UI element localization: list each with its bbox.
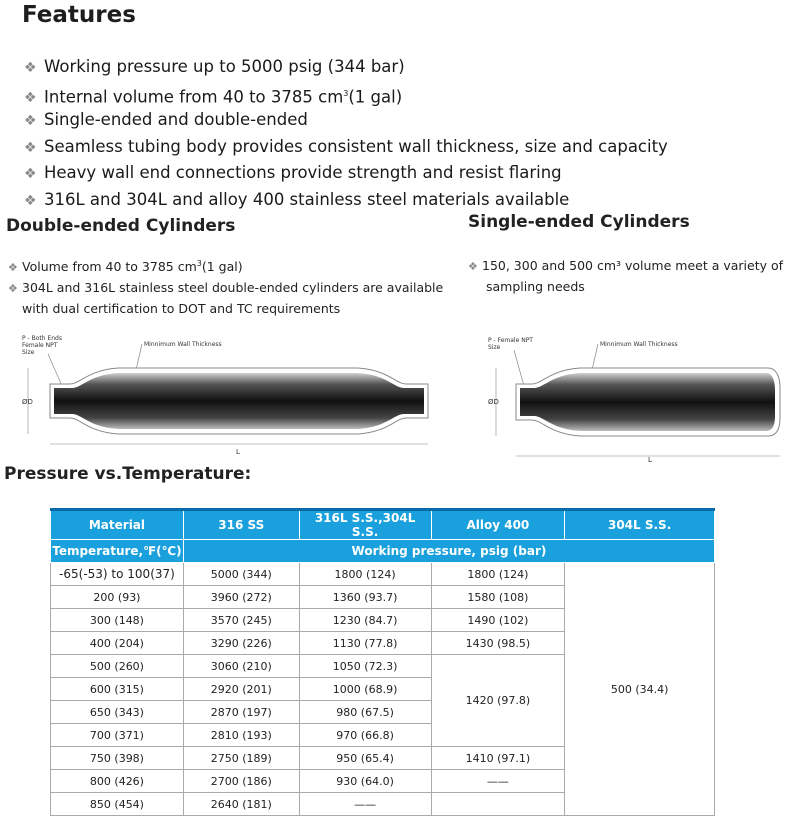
table-cell: 2810 (193) bbox=[183, 724, 299, 747]
table-cell bbox=[431, 793, 565, 816]
column-header: Material bbox=[51, 510, 184, 540]
table-cell: 1050 (72.3) bbox=[299, 655, 431, 678]
table-cell: 400 (204) bbox=[51, 632, 184, 655]
table-cell: 3290 (226) bbox=[183, 632, 299, 655]
table-cell: -65(-53) to 100(37) bbox=[51, 563, 184, 586]
double-ended-cylinder-diagram bbox=[18, 326, 458, 466]
diamond-bullet-icon: ❖ bbox=[8, 261, 18, 275]
table-cell: 2750 (189) bbox=[183, 747, 299, 770]
list-item: ❖ 304L and 316L stainless steel double-ended cylinders are available bbox=[8, 278, 443, 299]
table-cell: 1410 (97.1) bbox=[431, 747, 565, 770]
table-cell: 2700 (186) bbox=[183, 770, 299, 793]
table-cell: 700 (371) bbox=[51, 724, 184, 747]
table-cell: 750 (398) bbox=[51, 747, 184, 770]
page-title: Features bbox=[22, 2, 136, 28]
port-label: Size bbox=[488, 344, 501, 351]
table-cell: 2640 (181) bbox=[183, 793, 299, 816]
diameter-label: ØD bbox=[488, 398, 499, 406]
column-header: 316 SS bbox=[183, 510, 299, 540]
diamond-bullet-icon: ❖ bbox=[24, 113, 37, 130]
port-label: Female NPT bbox=[22, 342, 58, 349]
table-cell: 650 (343) bbox=[51, 701, 184, 724]
table-cell: 1580 (108) bbox=[431, 586, 565, 609]
diamond-bullet-icon: ❖ bbox=[468, 260, 478, 273]
table-cell: 500 (260) bbox=[51, 655, 184, 678]
table-cell: 1000 (68.9) bbox=[299, 678, 431, 701]
table-cell: 1800 (124) bbox=[299, 563, 431, 586]
wall-label: Minnimum Wall Thickness bbox=[144, 341, 222, 348]
list-item: with dual certification to DOT and TC requirements bbox=[22, 301, 341, 317]
column-header: Working pressure, psig (bar) bbox=[183, 540, 714, 563]
length-label: L bbox=[648, 456, 652, 464]
column-header: 316L S.S.,304L S.S. bbox=[299, 510, 431, 540]
table-cell: 2920 (201) bbox=[183, 678, 299, 701]
table-cell: 970 (66.8) bbox=[299, 724, 431, 747]
table-header-row bbox=[51, 540, 715, 563]
diamond-bullet-icon: ❖ bbox=[24, 60, 37, 76]
list-item: sampling needs bbox=[486, 279, 585, 294]
list-item: ❖ Internal volume from 40 to 3785 $cm^3(1$ gal) bbox=[24, 81, 668, 108]
table-cell: —— bbox=[431, 770, 565, 793]
table-cell: 200 (93) bbox=[51, 586, 184, 609]
port-label: P - Female NPT bbox=[488, 337, 533, 344]
list-item: ❖ Single-ended and double-ended bbox=[24, 107, 668, 134]
diamond-bullet-icon: ❖ bbox=[24, 192, 37, 209]
pressure-table-heading: Pressure vs.Temperature: bbox=[4, 464, 252, 484]
single-ended-heading: Single-ended Cylinders bbox=[468, 212, 690, 232]
double-ended-list bbox=[8, 254, 443, 319]
table-cell: 930 (64.0) bbox=[299, 770, 431, 793]
list-item: ❖ 316L and 304L and alloy 400 stainless steel materials available bbox=[24, 187, 668, 214]
table-header-row bbox=[51, 510, 715, 540]
column-header: 304L S.S. bbox=[565, 510, 715, 540]
wall-label: Minnimum Wall Thickness bbox=[600, 341, 678, 348]
diameter-label: ØD bbox=[22, 398, 33, 406]
column-header: Alloy 400 bbox=[431, 510, 565, 540]
table-cell: 800 (426) bbox=[51, 770, 184, 793]
diamond-bullet-icon: ❖ bbox=[24, 139, 37, 156]
diamond-bullet-icon: ❖ bbox=[24, 90, 37, 107]
single-ended-list bbox=[468, 256, 783, 297]
table-cell: 2870 (197) bbox=[183, 701, 299, 724]
column-header: Temperature,℉(℃) bbox=[51, 540, 184, 563]
list-item: ❖ 150, 300 and 500 cm³ volume meet a variety of bbox=[468, 256, 783, 277]
table-cell: 1430 (98.5) bbox=[431, 632, 565, 655]
table-cell: 600 (315) bbox=[51, 678, 184, 701]
list-item: ❖ Heavy wall end connections provide strength and resist flaring bbox=[24, 160, 668, 187]
diamond-bullet-icon: ❖ bbox=[24, 166, 37, 183]
list-item: ❖ Seamless tubing body provides consistent wall thickness, size and capacity bbox=[24, 134, 668, 161]
list-item: ❖ Volume from 40 to 3785 $cm^3(1$ gal) bbox=[8, 254, 443, 278]
table-cell: 950 (65.4) bbox=[299, 747, 431, 770]
table-cell: 850 (454) bbox=[51, 793, 184, 816]
table-cell: 1490 (102) bbox=[431, 609, 565, 632]
single-ended-cylinder-diagram bbox=[484, 332, 794, 466]
table-cell: 1130 (77.8) bbox=[299, 632, 431, 655]
length-label: L bbox=[236, 448, 240, 456]
table-cell: —— bbox=[299, 793, 431, 816]
table-cell: 300 (148) bbox=[51, 609, 184, 632]
pressure-temperature-table bbox=[50, 508, 715, 816]
table-cell: 3960 (272) bbox=[183, 586, 299, 609]
list-item: ❖ Working pressure up to 5000 psig (344 bar) bbox=[24, 54, 668, 81]
table-cell: 3060 (210) bbox=[183, 655, 299, 678]
table-cell: 1420 (97.8) bbox=[431, 655, 565, 747]
table-row bbox=[51, 563, 715, 586]
table-cell: 980 (67.5) bbox=[299, 701, 431, 724]
port-label: P - Both Ends bbox=[22, 335, 62, 342]
table-cell: 1800 (124) bbox=[431, 563, 565, 586]
feature-list bbox=[24, 54, 668, 214]
port-label: Size bbox=[22, 349, 35, 356]
table-cell: 1360 (93.7) bbox=[299, 586, 431, 609]
table-cell: 1230 (84.7) bbox=[299, 609, 431, 632]
table-cell: 3570 (245) bbox=[183, 609, 299, 632]
table-cell: 500 (34.4) bbox=[565, 563, 715, 816]
table-cell: 5000 (344) bbox=[183, 563, 299, 586]
diamond-bullet-icon: ❖ bbox=[8, 282, 18, 296]
double-ended-heading: Double-ended Cylinders bbox=[6, 216, 236, 236]
